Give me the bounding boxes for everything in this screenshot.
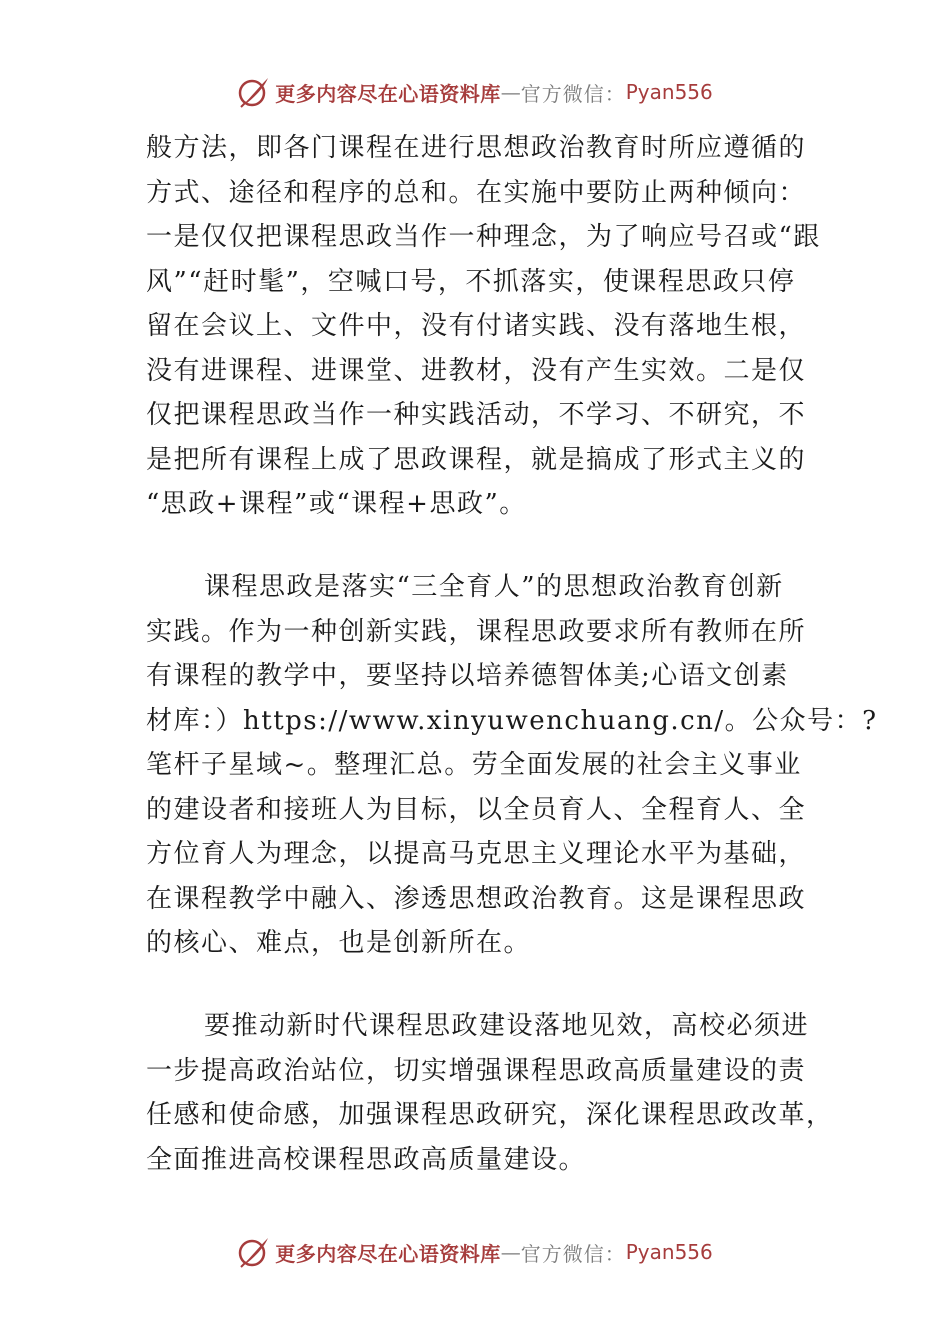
text-line: 笔杆子星域~。整理汇总。劳全面发展的社会主义事业 (146, 750, 802, 780)
header-banner (0, 72, 950, 112)
text-line: 的建设者和接班人为目标，以全员育人、全程育人、全 (146, 794, 807, 825)
quill-logo-icon (237, 75, 271, 109)
text-line: 一是仅仅把课程思政当作一种理念，为了响应号召或“跟 (146, 222, 821, 252)
banner-wechat-label: 官方微信： (520, 1241, 626, 1266)
text-line: 在课程教学中融入、渗透思想政治教育。这是课程思政 (146, 883, 807, 914)
paragraph-2 (146, 565, 878, 966)
paragraph-3 (146, 1004, 834, 1182)
banner-wechat-id: Pyan556 (625, 1240, 713, 1264)
text-line: 实践。作为一种创新实践，课程思政要求所有教师在所 (146, 616, 807, 647)
banner-wechat-id: Pyan556 (625, 80, 713, 104)
banner-wechat-label: 官方微信： (520, 81, 626, 106)
text-line: 没有进课程、进课堂、进教材，没有产生实效。二是仅 (146, 355, 807, 386)
text-line: “思政+课程”或“课程+思政”。 (146, 489, 527, 519)
text-line: 的核心、难点，也是创新所在。 (146, 928, 532, 958)
footer-banner (0, 1232, 950, 1272)
text-line: 风”“赶时髦”，空喊口号，不抓落实，使课程思政只停 (146, 266, 796, 297)
text-line: 要推动新时代课程思政建设落地见效，高校必须进 (204, 1011, 810, 1041)
text-line: 课程思政是落实“三全育人”的思想政治教育创新 (204, 572, 784, 602)
quill-logo-icon (237, 1235, 271, 1269)
text-line: 一步提高政治站位，切实增强课程思政高质量建设的责 (146, 1055, 807, 1086)
text-line: 方位育人为理念，以提高马克思主义理论水平为基础， (146, 839, 807, 869)
text-line: 材库：）https://www.xinyuwenchuang.cn/。公众号：? (146, 705, 878, 736)
banner-separator: — (500, 80, 521, 104)
text-line: 仅把课程思政当作一种实践活动，不学习、不研究，不 (146, 400, 807, 430)
paragraph-1 (146, 126, 821, 527)
banner-site-name: 更多内容尽在心语资料库 (275, 1241, 501, 1266)
text-line: 是把所有课程上成了思政课程，就是搞成了形式主义的 (146, 444, 807, 475)
text-line: 全面推进高校课程思政高质量建设。 (146, 1144, 587, 1175)
banner-site-name: 更多内容尽在心语资料库 (275, 81, 501, 106)
banner-separator: — (500, 1240, 521, 1264)
text-line: 任感和使命感，加强课程思政研究，深化课程思政改革， (146, 1100, 834, 1130)
text-line: 有课程的教学中，要坚持以培养德智体美;心语文创素 (146, 661, 789, 691)
text-line: 留在会议上、文件中，没有付诸实践、没有落地生根， (146, 311, 807, 341)
text-line: 方式、途径和程序的总和。在实施中要防止两种倾向： (146, 177, 807, 208)
text-line: 般方法，即各门课程在进行思想政治教育时所应遵循的 (146, 133, 807, 163)
